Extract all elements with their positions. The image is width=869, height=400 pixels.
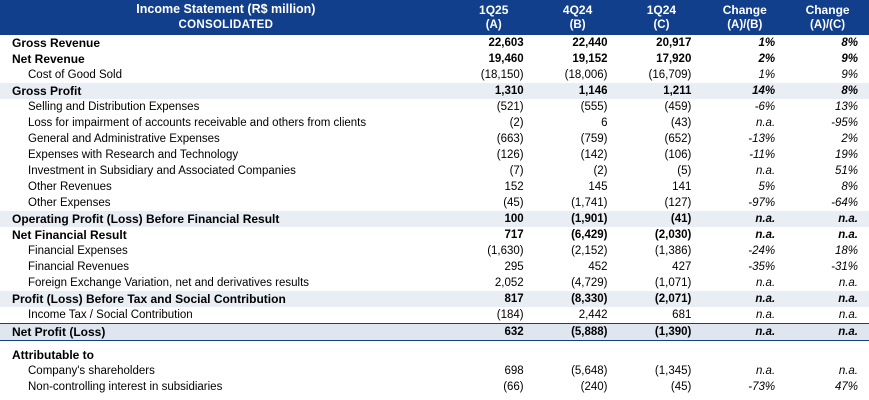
change-ab: n.a. [755, 309, 776, 321]
change-ab: n.a. [755, 117, 776, 129]
value-1q25: 717 [504, 229, 524, 241]
change-ab: -97% [748, 197, 776, 209]
value-4q24: (240) [580, 381, 608, 393]
value-4q24: (1,741) [571, 197, 608, 209]
value-1q24: (2,071) [620, 291, 704, 307]
table-row [0, 115, 869, 131]
table-row [0, 67, 869, 83]
change-ab: -35% [748, 261, 776, 273]
table-row [0, 307, 869, 324]
row-label: Gross Profit [0, 83, 452, 99]
row-label: Net Financial Result [12, 228, 127, 242]
value-1q25: 152 [504, 181, 524, 193]
value-1q24: (41) [620, 211, 704, 227]
value-4q24: (18,006) [564, 69, 608, 81]
value-1q24: (652) [664, 133, 692, 145]
table-title: Income Statement (R$ million) [136, 2, 316, 16]
value-1q25: (2) [509, 117, 524, 129]
table-row [0, 147, 869, 163]
row-label: Foreign Exchange Variation, net and derivatives results [28, 277, 310, 289]
table-row [0, 243, 869, 259]
change-ab: n.a. [703, 291, 786, 307]
change-ac: 9% [841, 69, 858, 81]
change-ab: -6% [754, 101, 776, 113]
change-ab: n.a. [755, 165, 776, 177]
table-header [0, 0, 869, 35]
value-1q24 [620, 347, 704, 363]
change-ab: 2% [758, 53, 776, 65]
change-ac: 2% [841, 133, 858, 145]
change-ac: 8% [841, 37, 858, 49]
value-1q24: (127) [664, 197, 692, 209]
row-label: Attributable to [12, 348, 94, 362]
value-4q24: (8,330) [536, 291, 620, 307]
change-ac: n.a. [838, 365, 858, 377]
value-4q24: 22,440 [572, 37, 608, 49]
value-4q24: (4,729) [571, 277, 608, 289]
value-1q25: (184) [496, 309, 524, 321]
value-1q25: 1,310 [452, 83, 536, 99]
change-ab: 14% [703, 83, 786, 99]
row-label: Net Revenue [12, 52, 85, 66]
change-ab: -13% [748, 133, 776, 145]
row-label: Financial Revenues [28, 261, 130, 273]
column-header-change-ab [703, 0, 786, 35]
change-ab: n.a. [703, 324, 786, 341]
row-label: Selling and Distribution Expenses [28, 101, 200, 113]
table-row [0, 227, 869, 243]
value-1q25: 22,603 [488, 37, 524, 49]
change-ab: -73% [748, 381, 776, 393]
change-ac [786, 347, 869, 363]
change-ac: -64% [831, 197, 858, 209]
value-1q24: (1,345) [654, 365, 692, 377]
value-4q24: (5,648) [571, 365, 608, 377]
column-header-change-ac [786, 0, 869, 35]
column-header-change-ac-ref: (A)/(C) [810, 19, 846, 31]
value-1q25: 19,460 [488, 53, 524, 65]
column-header-1q24-ref: (C) [653, 19, 670, 31]
change-ab: n.a. [755, 277, 776, 289]
table-row [0, 35, 869, 51]
value-1q25: (45) [503, 197, 524, 209]
value-4q24: 1,146 [536, 83, 620, 99]
value-4q24: 2,442 [578, 309, 608, 321]
table-body [0, 35, 869, 395]
value-1q25: 817 [452, 291, 536, 307]
row-label: Gross Revenue [12, 36, 101, 50]
row-label: Profit (Loss) Before Tax and Social Contribution [0, 291, 452, 307]
row-label: Loss for impairment of accounts receivable and others from clients [28, 117, 367, 129]
value-1q24: 141 [672, 181, 692, 193]
change-ac: 8% [786, 83, 869, 99]
value-1q25: (7) [509, 165, 524, 177]
value-1q24: (45) [670, 381, 692, 393]
value-1q25: 632 [452, 324, 536, 341]
value-1q25: 100 [452, 211, 536, 227]
change-ab: 1% [758, 37, 776, 49]
table-subtitle: CONSOLIDATED [178, 19, 274, 31]
change-ab: n.a. [755, 365, 776, 377]
change-ac: 47% [834, 381, 858, 393]
change-ab: n.a. [703, 211, 786, 227]
table-row [0, 275, 869, 291]
value-1q25: 698 [504, 365, 524, 377]
column-header-change-ab-ref: (A)/(B) [727, 19, 763, 31]
row-label: Investment in Subsidiary and Associated Companies [28, 165, 296, 177]
value-4q24: 145 [588, 181, 608, 193]
value-4q24: 19,152 [572, 53, 608, 65]
table-row [0, 179, 869, 195]
value-4q24: (142) [580, 149, 608, 161]
row-label: Net Profit (Loss) [0, 324, 452, 341]
value-1q24: (459) [664, 101, 692, 113]
value-1q24: 20,917 [656, 37, 692, 49]
column-header-change-ac-label: Change [805, 3, 850, 17]
change-ac: n.a. [786, 324, 869, 341]
value-1q25: (521) [496, 101, 524, 113]
value-1q24: (1,071) [654, 277, 692, 289]
value-1q24: (2,030) [654, 229, 692, 241]
header-title-cell [0, 0, 452, 35]
change-ac: n.a. [786, 211, 869, 227]
table-row [0, 324, 869, 341]
value-1q25: (18,150) [480, 69, 524, 81]
value-4q24: (5,888) [536, 324, 620, 341]
column-header-1q25 [452, 0, 536, 35]
column-header-4q24 [536, 0, 620, 35]
value-1q25: (126) [496, 149, 524, 161]
value-1q25 [452, 347, 536, 363]
change-ac: -95% [831, 117, 858, 129]
value-4q24: 6 [601, 117, 608, 129]
value-1q24: (1,386) [654, 245, 692, 257]
value-1q24: (43) [670, 117, 692, 129]
row-label: Operating Profit (Loss) Before Financial Result [0, 211, 452, 227]
column-header-1q25-ref: (A) [485, 19, 502, 31]
column-header-1q25-period: 1Q25 [479, 3, 509, 17]
value-1q25: (663) [496, 133, 524, 145]
change-ab: 1% [758, 69, 776, 81]
table-row [0, 379, 869, 395]
value-1q25: (66) [503, 381, 524, 393]
change-ac: 9% [841, 53, 858, 65]
change-ac: 8% [841, 181, 858, 193]
row-label: Other Expenses [28, 197, 111, 209]
value-4q24: 452 [588, 261, 608, 273]
value-4q24: (759) [580, 133, 608, 145]
value-1q24: (5) [677, 165, 692, 177]
value-1q24: (16,709) [648, 69, 692, 81]
change-ac: -31% [831, 261, 858, 273]
row-label: Other Revenues [28, 181, 112, 193]
row-label: Non-controlling interest in subsidiaries [28, 381, 223, 393]
value-4q24: (2) [593, 165, 608, 177]
table-row [0, 99, 869, 115]
column-header-change-ab-label: Change [722, 3, 767, 17]
value-4q24: (1,901) [536, 211, 620, 227]
change-ac: 19% [834, 149, 858, 161]
value-4q24 [536, 347, 620, 363]
column-header-1q24 [620, 0, 704, 35]
value-1q24: 17,920 [656, 53, 692, 65]
row-label: Expenses with Research and Technology [28, 149, 239, 161]
table-row [0, 195, 869, 211]
value-1q24: (106) [664, 149, 692, 161]
row-label: General and Administrative Expenses [28, 133, 220, 145]
change-ab: n.a. [755, 229, 776, 241]
value-1q24: 681 [672, 309, 692, 321]
change-ac: n.a. [838, 309, 858, 321]
value-1q25: (1,630) [487, 245, 524, 257]
table-row [0, 363, 869, 379]
value-1q24: 427 [672, 261, 692, 273]
row-label: Company's shareholders [28, 365, 155, 377]
value-4q24: (6,429) [571, 229, 608, 241]
change-ac: 51% [834, 165, 858, 177]
change-ab: 5% [758, 181, 776, 193]
table-row [0, 83, 869, 99]
value-4q24: (555) [580, 101, 608, 113]
table-row [0, 291, 869, 307]
table-row [0, 163, 869, 179]
table-row [0, 131, 869, 147]
value-1q24: (1,390) [620, 324, 704, 341]
change-ac: n.a. [786, 291, 869, 307]
value-1q25: 295 [504, 261, 524, 273]
change-ab: -24% [748, 245, 776, 257]
table-row [0, 259, 869, 275]
table-row [0, 211, 869, 227]
value-1q24: 1,211 [620, 83, 704, 99]
change-ac: n.a. [838, 229, 858, 241]
column-header-4q24-ref: (B) [569, 19, 586, 31]
change-ab [703, 347, 786, 363]
value-1q25: 2,052 [494, 277, 524, 289]
row-label: Financial Expenses [28, 245, 128, 257]
column-header-1q24-period: 1Q24 [646, 3, 677, 17]
table-row [0, 51, 869, 67]
column-header-4q24-period: 4Q24 [562, 3, 593, 17]
row-label: Cost of Good Sold [28, 69, 122, 81]
change-ab: -11% [749, 149, 776, 161]
change-ac: 18% [834, 245, 858, 257]
value-4q24: (2,152) [571, 245, 608, 257]
row-label: Income Tax / Social Contribution [28, 309, 193, 321]
change-ac: n.a. [838, 277, 858, 289]
change-ac: 13% [834, 101, 858, 113]
table-row [0, 347, 869, 363]
